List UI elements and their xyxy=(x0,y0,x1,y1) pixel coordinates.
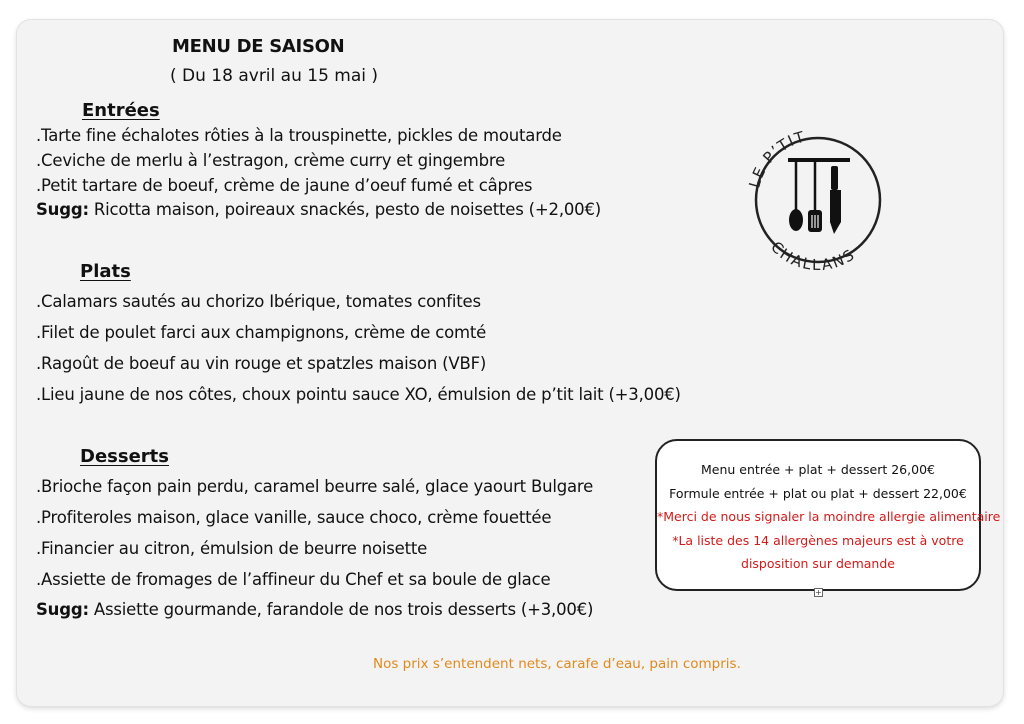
allergen-list-notice-cont: disposition sur demande xyxy=(741,556,895,571)
sugg-label: Sugg: xyxy=(36,200,89,219)
pricing-info-box xyxy=(655,439,1001,591)
entree-suggestion xyxy=(36,200,601,219)
menu-price-line: Menu entrée + plat + dessert 26,00€ xyxy=(701,462,935,477)
menu-title: MENU DE SAISON xyxy=(172,36,345,57)
allergy-notice: *Merci de nous signaler la moindre allergie alimentaire xyxy=(657,509,1001,524)
menu-dates: ( Du 18 avril au 15 mai ) xyxy=(170,66,379,86)
allergen-list-notice: *La liste des 14 allergènes majeurs est à votre xyxy=(672,532,964,548)
entrees-heading: Entrées xyxy=(82,100,160,121)
logo-bottom-text: CHALLANS xyxy=(767,237,859,275)
entree-item: .Petit tartare de boeuf, crème de jaune d’oeuf fumé et câpres xyxy=(36,176,533,195)
dessert-item: .Profiteroles maison, glace vanille, sauce choco, crème fouettée xyxy=(36,508,552,527)
dessert-item: .Assiette de fromages de l’affineur du Chef et sa boule de glace xyxy=(36,570,551,589)
formule-price-line: Formule entrée + plat ou plat + dessert 22,00€ xyxy=(669,485,967,501)
desserts-heading: Desserts xyxy=(80,446,169,467)
dessert-item: .Financier au citron, émulsion de beurre noisette xyxy=(36,539,428,558)
plat-item: .Ragoût de boeuf au vin rouge et spatzles maison (VBF) xyxy=(36,354,487,373)
footer-note: Nos prix s’entendent nets, carafe d’eau, pain compris. xyxy=(373,656,741,672)
entree-item: .Tarte fine échalotes rôties à la trouspinette, pickles de moutarde xyxy=(36,126,562,145)
resize-handle-icon[interactable]: + xyxy=(815,588,822,597)
kitchen-utensils-icon xyxy=(788,158,850,234)
sugg-text: Assiette gourmande, farandole de nos trois desserts (+3,00€) xyxy=(88,600,594,619)
sugg-label: Sugg: xyxy=(36,600,89,619)
plat-item: .Calamars sautés au chorizo Ibérique, tomates confites xyxy=(36,292,481,311)
logo-top-text: LE P’TIT xyxy=(745,127,808,190)
plat-item: .Lieu jaune de nos côtes, choux pointu sauce XO, émulsion de p’tit lait (+3,00€) xyxy=(36,385,681,404)
dessert-item: .Brioche façon pain perdu, caramel beurre salé, glace yaourt Bulgare xyxy=(36,477,594,496)
plats-heading: Plats xyxy=(80,261,131,282)
plat-item: .Filet de poulet farci aux champignons, crème de comté xyxy=(36,323,487,342)
entree-item: .Ceviche de merlu à l’estragon, crème curry et gingembre xyxy=(36,151,506,170)
restaurant-logo xyxy=(738,112,898,282)
sugg-text: Ricotta maison, poireaux snackés, pesto de noisettes (+2,00€) xyxy=(88,200,602,219)
dessert-suggestion xyxy=(36,600,593,619)
